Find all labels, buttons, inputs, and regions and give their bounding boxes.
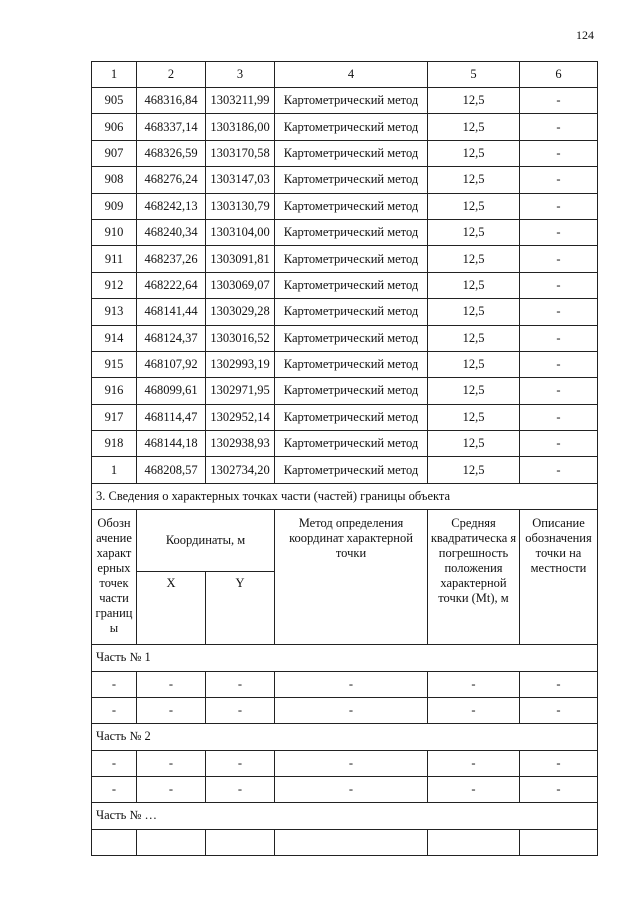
coord-x: 468276,24 xyxy=(137,167,206,193)
method-cell: Картометрический метод xyxy=(275,272,428,298)
column-number-row xyxy=(92,62,598,88)
point-number: 911 xyxy=(92,246,137,272)
description-cell: - xyxy=(520,167,598,193)
header-x: X xyxy=(137,571,206,644)
column-number: 5 xyxy=(428,62,520,88)
table-cell: - xyxy=(206,671,275,697)
point-number: 916 xyxy=(92,378,137,404)
coord-y: 1302938,93 xyxy=(206,431,275,457)
boundary-points-table xyxy=(91,61,598,856)
table-cell: - xyxy=(520,776,598,802)
mt-cell: 12,5 xyxy=(428,272,520,298)
coord-x: 468337,14 xyxy=(137,114,206,140)
coord-y: 1303029,28 xyxy=(206,299,275,325)
point-number: 908 xyxy=(92,167,137,193)
table-row xyxy=(92,378,598,404)
table-row xyxy=(92,140,598,166)
section-title: 3. Сведения о характерных точках части (частей) границы объекта xyxy=(92,483,598,509)
part-row xyxy=(92,802,598,829)
table-cell: - xyxy=(428,750,520,776)
mt-cell: 12,5 xyxy=(428,193,520,219)
point-number: 907 xyxy=(92,140,137,166)
coord-x: 468099,61 xyxy=(137,378,206,404)
table-row xyxy=(92,114,598,140)
column-number: 6 xyxy=(520,62,598,88)
table-cell: - xyxy=(275,776,428,802)
coord-y: 1303104,00 xyxy=(206,219,275,245)
table-cell: - xyxy=(275,750,428,776)
table-cell: - xyxy=(137,697,206,723)
point-number: 914 xyxy=(92,325,137,351)
table-row xyxy=(92,246,598,272)
method-cell: Картометрический метод xyxy=(275,88,428,114)
table-cell: - xyxy=(428,776,520,802)
table-row xyxy=(92,431,598,457)
point-number: 912 xyxy=(92,272,137,298)
header-y: Y xyxy=(206,571,275,644)
coord-x: 468107,92 xyxy=(137,351,206,377)
description-cell: - xyxy=(520,140,598,166)
mt-cell: 12,5 xyxy=(428,88,520,114)
table-cell: - xyxy=(520,697,598,723)
point-number: 905 xyxy=(92,88,137,114)
point-number: 915 xyxy=(92,351,137,377)
table-cell: - xyxy=(275,697,428,723)
method-cell: Картометрический метод xyxy=(275,140,428,166)
table-row xyxy=(92,404,598,430)
description-cell: - xyxy=(520,272,598,298)
table-cell xyxy=(520,829,598,855)
table-cell: - xyxy=(137,671,206,697)
point-number: 1 xyxy=(92,457,137,483)
coord-y: 1303091,81 xyxy=(206,246,275,272)
table-cell: - xyxy=(206,697,275,723)
coord-y: 1303130,79 xyxy=(206,193,275,219)
table-cell: - xyxy=(206,750,275,776)
table-cell: - xyxy=(275,671,428,697)
table-cell: - xyxy=(206,776,275,802)
coord-x: 468326,59 xyxy=(137,140,206,166)
table-cell: - xyxy=(92,750,137,776)
header-method: Метод определения координат характерной точки xyxy=(275,509,428,644)
description-cell: - xyxy=(520,246,598,272)
coord-x: 468144,18 xyxy=(137,431,206,457)
table-cell: - xyxy=(92,697,137,723)
coord-x: 468141,44 xyxy=(137,299,206,325)
part-label: Часть № 2 xyxy=(92,723,598,750)
method-cell: Картометрический метод xyxy=(275,325,428,351)
part-label: Часть № 1 xyxy=(92,644,598,671)
table-cell xyxy=(428,829,520,855)
description-cell: - xyxy=(520,378,598,404)
description-cell: - xyxy=(520,193,598,219)
coord-y: 1303186,00 xyxy=(206,114,275,140)
point-number: 909 xyxy=(92,193,137,219)
method-cell: Картометрический метод xyxy=(275,431,428,457)
table-row xyxy=(92,750,598,776)
part-row xyxy=(92,644,598,671)
column-number: 3 xyxy=(206,62,275,88)
part-row xyxy=(92,723,598,750)
method-cell: Картометрический метод xyxy=(275,457,428,483)
coord-x: 468237,26 xyxy=(137,246,206,272)
point-number: 906 xyxy=(92,114,137,140)
table-cell: - xyxy=(520,750,598,776)
table-row xyxy=(92,219,598,245)
header-coordinates: Координаты, м xyxy=(137,509,275,571)
coord-x: 468222,64 xyxy=(137,272,206,298)
point-number: 917 xyxy=(92,404,137,430)
part-label: Часть № … xyxy=(92,802,598,829)
header-description: Описание обозначения точки на местности xyxy=(520,509,598,644)
table-row xyxy=(92,351,598,377)
table-row xyxy=(92,776,598,802)
column-number: 2 xyxy=(137,62,206,88)
coord-y: 1302993,19 xyxy=(206,351,275,377)
description-cell: - xyxy=(520,431,598,457)
mt-cell: 12,5 xyxy=(428,457,520,483)
coord-x: 468242,13 xyxy=(137,193,206,219)
coord-x: 468240,34 xyxy=(137,219,206,245)
description-cell: - xyxy=(520,325,598,351)
table-row xyxy=(92,829,598,855)
table-row xyxy=(92,697,598,723)
coord-x: 468208,57 xyxy=(137,457,206,483)
mt-cell: 12,5 xyxy=(428,114,520,140)
mt-cell: 12,5 xyxy=(428,351,520,377)
description-cell: - xyxy=(520,404,598,430)
table-row xyxy=(92,193,598,219)
mt-cell: 12,5 xyxy=(428,167,520,193)
table-row xyxy=(92,457,598,483)
table-cell xyxy=(137,829,206,855)
table-row xyxy=(92,671,598,697)
coord-y: 1303170,58 xyxy=(206,140,275,166)
coord-y: 1303016,52 xyxy=(206,325,275,351)
mt-cell: 12,5 xyxy=(428,246,520,272)
table-cell: - xyxy=(520,671,598,697)
table-cell: - xyxy=(92,671,137,697)
coord-y: 1303147,03 xyxy=(206,167,275,193)
mt-cell: 12,5 xyxy=(428,431,520,457)
point-number: 910 xyxy=(92,219,137,245)
table-row xyxy=(92,88,598,114)
description-cell: - xyxy=(520,88,598,114)
column-number: 4 xyxy=(275,62,428,88)
description-cell: - xyxy=(520,457,598,483)
coord-x: 468124,37 xyxy=(137,325,206,351)
point-number: 918 xyxy=(92,431,137,457)
table-cell: - xyxy=(92,776,137,802)
method-cell: Картометрический метод xyxy=(275,404,428,430)
table-cell: - xyxy=(137,750,206,776)
coord-x: 468114,47 xyxy=(137,404,206,430)
table-row xyxy=(92,325,598,351)
method-cell: Картометрический метод xyxy=(275,246,428,272)
description-cell: - xyxy=(520,299,598,325)
section-header-row xyxy=(92,509,598,571)
table-cell xyxy=(275,829,428,855)
method-cell: Картометрический метод xyxy=(275,219,428,245)
page-number: 124 xyxy=(576,28,594,42)
method-cell: Картометрический метод xyxy=(275,167,428,193)
mt-cell: 12,5 xyxy=(428,325,520,351)
method-cell: Картометрический метод xyxy=(275,193,428,219)
table-row xyxy=(92,272,598,298)
section-title-row xyxy=(92,483,598,509)
column-number: 1 xyxy=(92,62,137,88)
coord-y: 1302952,14 xyxy=(206,404,275,430)
mt-cell: 12,5 xyxy=(428,219,520,245)
header-point-designation: Обозн ачение характ ерных точек части границ ы xyxy=(92,509,137,644)
table-cell: - xyxy=(428,697,520,723)
mt-cell: 12,5 xyxy=(428,140,520,166)
description-cell: - xyxy=(520,351,598,377)
description-cell: - xyxy=(520,114,598,140)
table-cell: - xyxy=(428,671,520,697)
coord-x: 468316,84 xyxy=(137,88,206,114)
table-cell: - xyxy=(137,776,206,802)
method-cell: Картометрический метод xyxy=(275,378,428,404)
method-cell: Картометрический метод xyxy=(275,351,428,377)
coord-y: 1303069,07 xyxy=(206,272,275,298)
table-cell xyxy=(206,829,275,855)
mt-cell: 12,5 xyxy=(428,299,520,325)
coord-y: 1302971,95 xyxy=(206,378,275,404)
method-cell: Картометрический метод xyxy=(275,114,428,140)
method-cell: Картометрический метод xyxy=(275,299,428,325)
table-cell xyxy=(92,829,137,855)
coord-y: 1303211,99 xyxy=(206,88,275,114)
mt-cell: 12,5 xyxy=(428,404,520,430)
description-cell: - xyxy=(520,219,598,245)
coord-y: 1302734,20 xyxy=(206,457,275,483)
mt-cell: 12,5 xyxy=(428,378,520,404)
point-number: 913 xyxy=(92,299,137,325)
table-row xyxy=(92,167,598,193)
table-row xyxy=(92,299,598,325)
header-mt: Средняя квадратическа я погрешность положения характерной точки (Mt), м xyxy=(428,509,520,644)
